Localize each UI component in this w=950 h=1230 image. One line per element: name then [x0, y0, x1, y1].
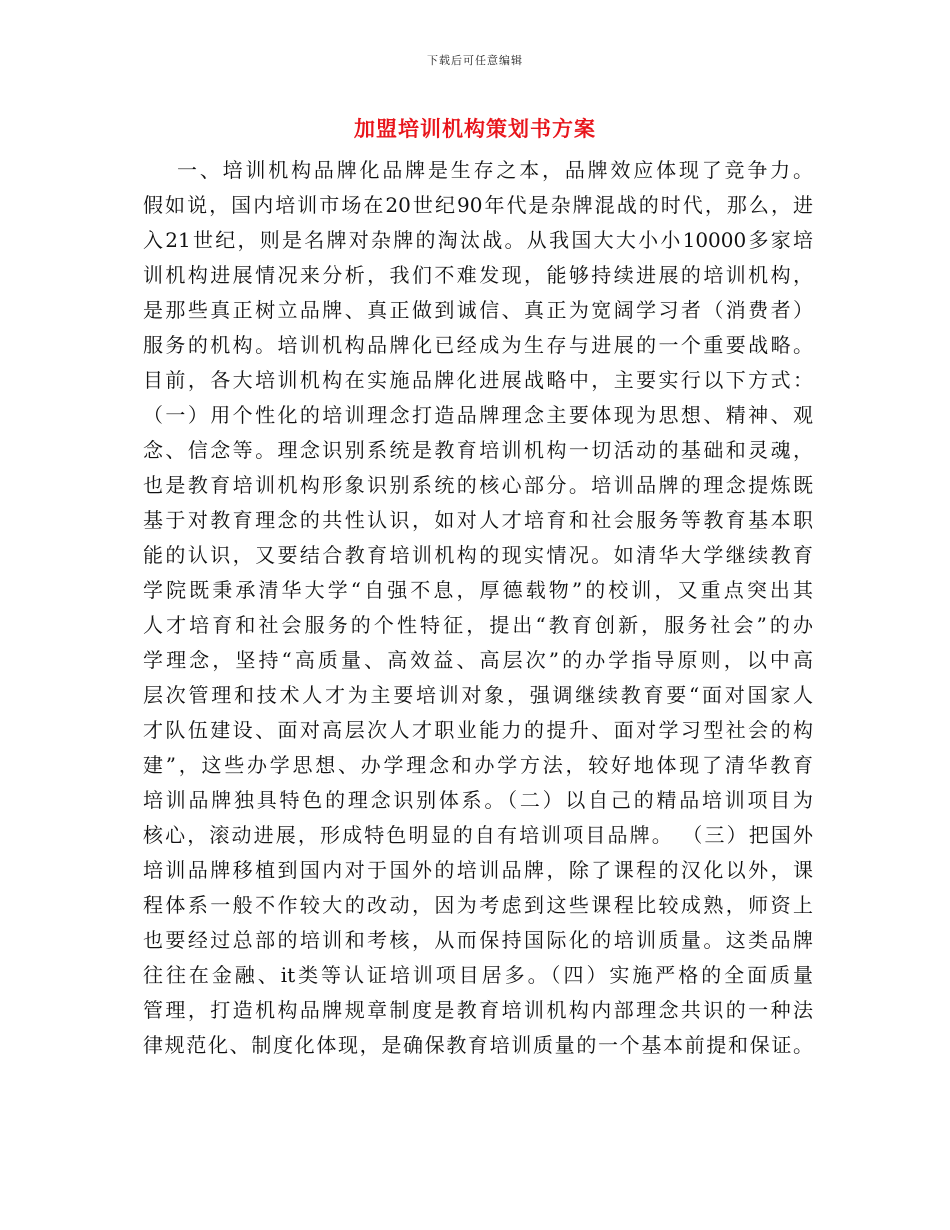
body-line: 服务的机构。培训机构品牌化已经成为生存与进展的一个重要战略。	[143, 333, 813, 357]
document-body	[143, 153, 813, 1063]
body-line: 一、培训机构品牌化品牌是生存之本，品牌效应体现了竞争力。	[177, 158, 813, 182]
body-line: 才队伍建设、面对高层次人才职业能力的提升、面对学习型社会的构	[143, 718, 813, 742]
body-line: 培训品牌独具特色的理念识别体系。（二）以自己的精品培训项目为	[143, 788, 813, 812]
body-line: 也是教育培训机构形象识别系统的核心部分。培训品牌的理念提炼既	[143, 473, 813, 497]
body-line: 入21世纪，则是名牌对杂牌的淘汰战。从我国大大小小10000多家培	[143, 228, 813, 252]
body-line: 律规范化、制度化体现，是确保教育培训质量的一个基本前提和保证。	[143, 1033, 813, 1057]
body-line: 念、信念等。理念识别系统是教育培训机构一切活动的基础和灵魂，	[143, 438, 813, 462]
body-line: 学院既秉承清华大学“自强不息，厚德载物”的校训，又重点突出其	[143, 578, 813, 602]
body-line: 是那些真正树立品牌、真正做到诚信、真正为宽阔学习者（消费者）	[143, 298, 813, 322]
document-title: 加盟培训机构策划书方案	[354, 116, 596, 141]
header-note: 下载后可任意编辑	[427, 54, 523, 67]
body-line: 程体系一般不作较大的改动，因为考虑到这些课程比较成熟，师资上	[143, 893, 813, 917]
body-line: 人才培育和社会服务的个性特征，提出“教育创新，服务社会”的办	[143, 613, 813, 637]
body-line: 核心，滚动进展，形成特色明显的自有培训项目品牌。 （三）把国外	[143, 823, 813, 847]
body-line: 训机构进展情况来分析，我们不难发现，能够持续进展的培训机构，	[143, 263, 813, 287]
body-line: 能的认识，又要结合教育培训机构的现实情况。如清华大学继续教育	[143, 543, 813, 567]
body-line: 目前，各大培训机构在实施品牌化进展战略中，主要实行以下方式：	[143, 368, 813, 392]
body-line: 层次管理和技术人才为主要培训对象，强调继续教育要“面对国家人	[143, 683, 813, 707]
body-line: 假如说，国内培训市场在20世纪90年代是杂牌混战的时代，那么，进	[143, 193, 813, 217]
body-line: 学理念，坚持“高质量、高效益、高层次”的办学指导原则，以中高	[143, 648, 813, 672]
body-line: 建”，这些办学思想、办学理念和办学方法，较好地体现了清华教育	[143, 753, 813, 777]
body-line: 培训品牌移植到国内对于国外的培训品牌，除了课程的汉化以外，课	[143, 858, 813, 882]
body-line: 管理，打造机构品牌规章制度是教育培训机构内部理念共识的一种法	[143, 998, 813, 1022]
body-line: 基于对教育理念的共性认识，如对人才培育和社会服务等教育基本职	[143, 508, 813, 532]
body-line: 也要经过总部的培训和考核，从而保持国际化的培训质量。这类品牌	[143, 928, 813, 952]
body-line: 往往在金融、it类等认证培训项目居多。（四）实施严格的全面质量	[143, 963, 813, 987]
body-line: （一）用个性化的培训理念打造品牌理念主要体现为思想、精神、观	[143, 403, 813, 427]
